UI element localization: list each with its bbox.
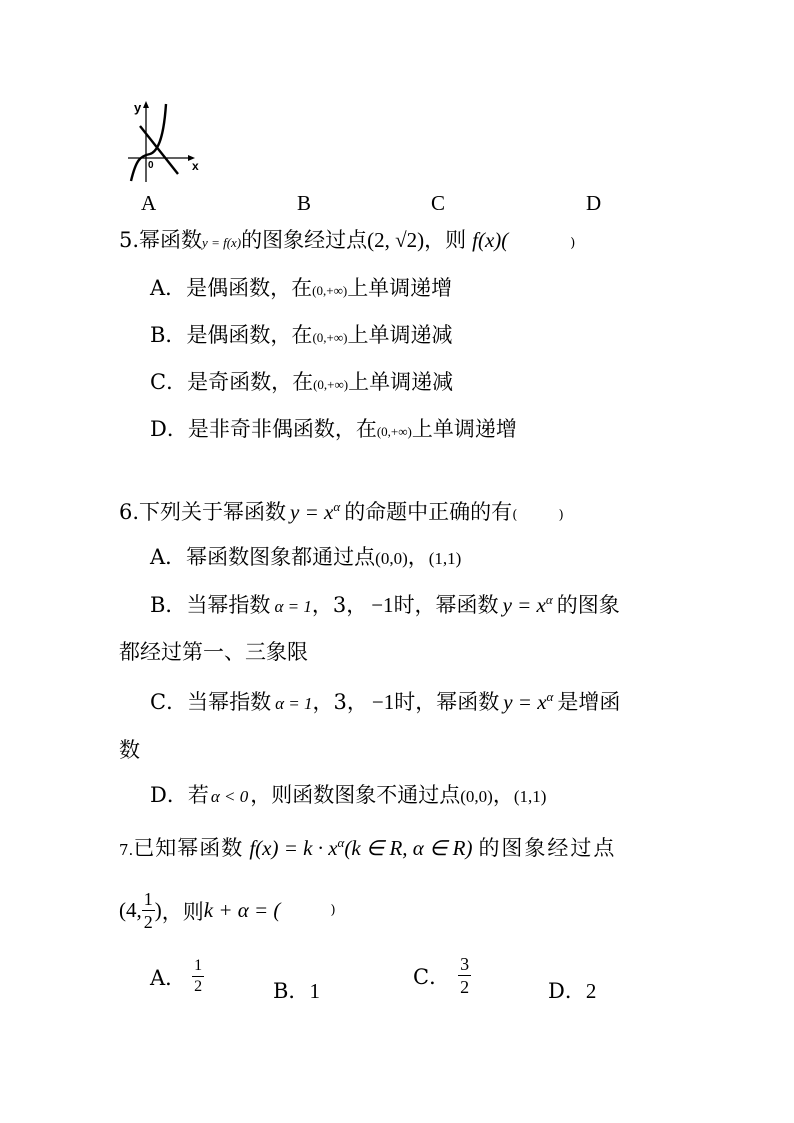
fraction: $\frac{3}{2}$ <box>460 954 470 997</box>
y-axis-label: y <box>134 100 142 115</box>
origin-label: 0 <box>148 160 154 171</box>
q5-option-c: C．是奇函数，在(0,+∞)上单调递减 <box>150 370 454 394</box>
q5-option-a: A．是偶函数，在(0,+∞)上单调递增 <box>150 276 453 300</box>
y-axis-arrow <box>143 101 149 108</box>
q6-option-a: A．幂函数图象都通过点(0,0)，(1,1) <box>150 545 462 569</box>
fraction: $\frac{1}{2}$ <box>194 957 203 995</box>
q6-option-b: B．当幂指数 α = 1，3， −1时，幂函数 $y = x^\alpha$ 的图象 <box>150 592 620 617</box>
fraction: $\frac{1}{2}$ <box>143 889 153 932</box>
function-expression: f(x)( <box>472 228 509 252</box>
question-7-stem-line2: (4, $\frac{1}{2}$ ) ，则 k + α = ( ) <box>119 889 336 932</box>
graph-figure <box>126 98 206 184</box>
q7-option-a: A． $\frac{1}{2}$ <box>150 957 203 995</box>
choice-label-b: B <box>297 191 312 215</box>
function-expression: f(x) = k · x <box>249 836 338 860</box>
q6-option-c: C．当幂指数 α = 1，3， −1时，幂函数 $y = x^\alpha$ 是增函 <box>150 689 621 714</box>
q6-option-d: D．若 α < 0，则函数图象不通过点(0,0)，(1,1) <box>150 783 547 807</box>
point: (2, √2) <box>367 228 425 252</box>
q5-option-d: D．是非奇非偶函数，在(0,+∞)上单调递增 <box>150 417 517 441</box>
function-expression: y = f(x) <box>202 235 242 250</box>
question-5-stem: 5.幂函数y = f(x)的图象经过点(2, √2)，则 f(x)( ) <box>119 228 576 252</box>
x-axis-label: x <box>192 159 199 173</box>
q6-option-b-line2: 都经过第一、三象限 <box>119 640 308 664</box>
q5-option-b: B．是偶函数，在(0,+∞)上单调递减 <box>150 323 453 347</box>
q7-option-c: C． $\frac{3}{2}$ <box>413 954 470 997</box>
question-6-stem: 6.下列关于幂函数 $y = x^\alpha$ 的命题中正确的有( ) <box>119 499 564 524</box>
question-7-stem: 7.已知幂函数 $f(x) = k \cdot x^\alpha(k$ ∈ R, α ∈ R) 的图象经过点 <box>119 835 617 860</box>
function-expression: y = x <box>290 500 334 524</box>
q7-option-d: D．2 <box>548 979 597 1003</box>
question-number: 5. <box>119 228 140 252</box>
choice-label-a: A <box>141 191 157 215</box>
choice-label-c: C <box>431 191 446 215</box>
question-number: 6. <box>119 500 140 524</box>
q7-option-b: B．1 <box>273 979 320 1003</box>
q6-option-c-line2: 数 <box>119 738 140 762</box>
choice-label-d: D <box>586 191 602 215</box>
question-number: 7. <box>119 841 134 859</box>
